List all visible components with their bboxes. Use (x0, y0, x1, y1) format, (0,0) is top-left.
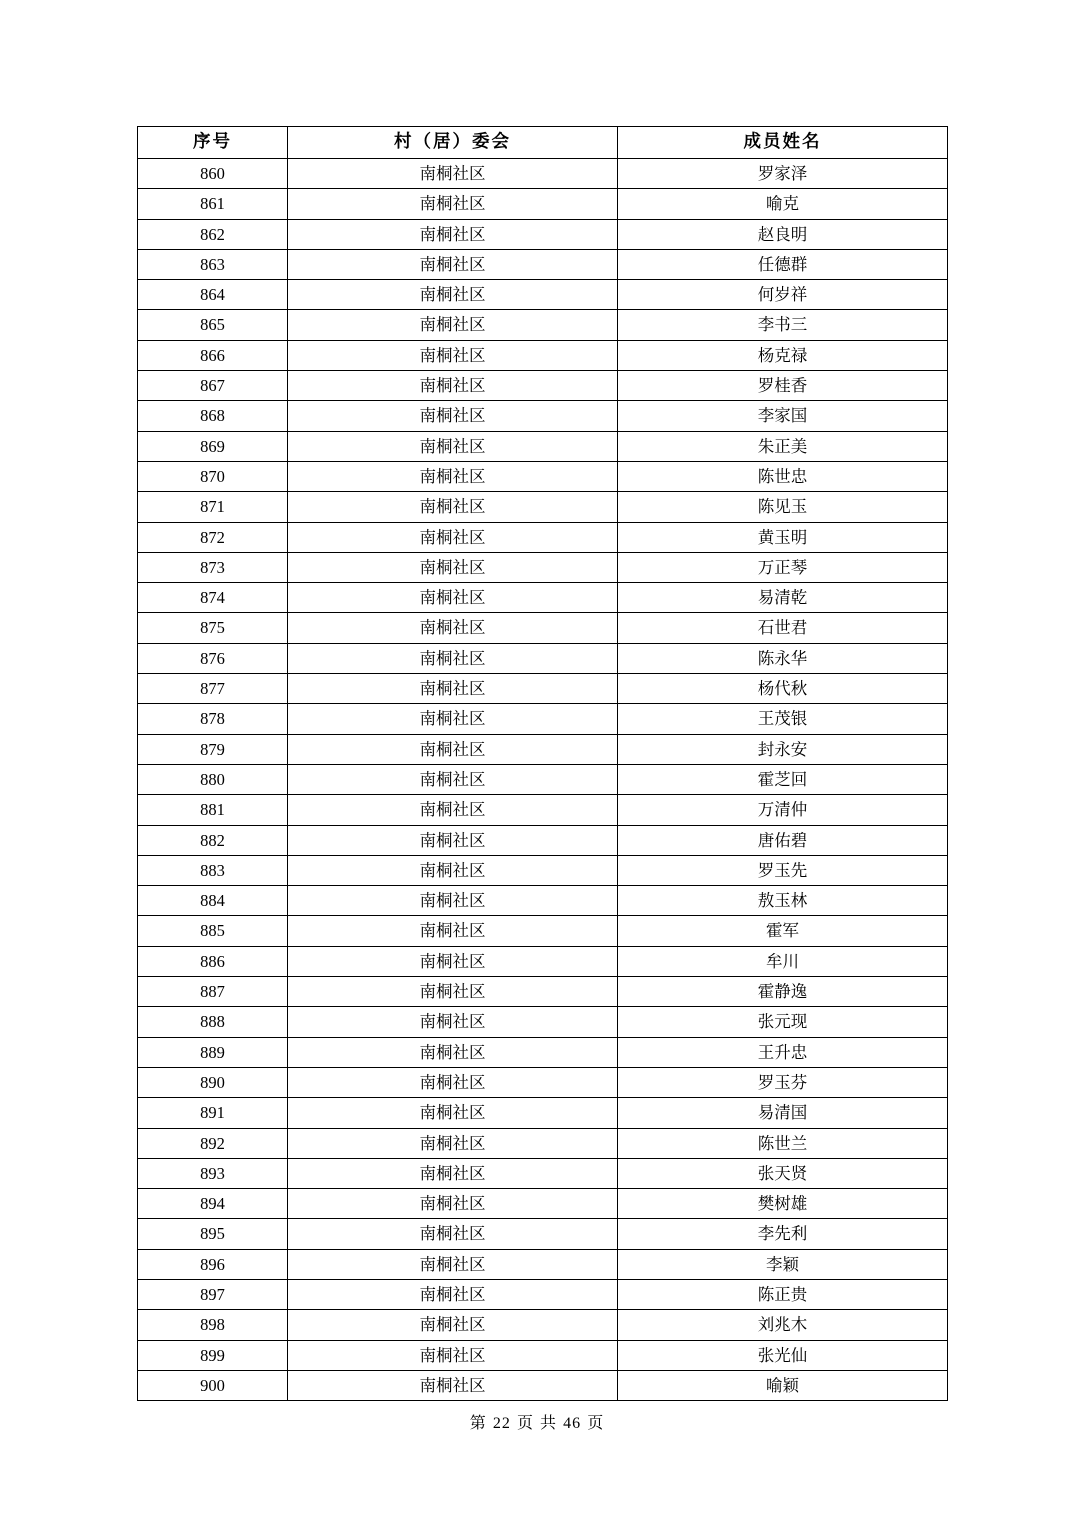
cell-sequence: 898 (138, 1310, 288, 1340)
table-row (138, 1067, 948, 1097)
table-row (138, 552, 948, 582)
cell-member-name: 李颖 (618, 1249, 948, 1279)
cell-member-name: 陈世忠 (618, 461, 948, 491)
cell-village-committee: 南桐社区 (288, 461, 618, 491)
table-row (138, 371, 948, 401)
cell-member-name: 何岁祥 (618, 280, 948, 310)
cell-sequence: 900 (138, 1370, 288, 1400)
cell-member-name: 罗玉芬 (618, 1067, 948, 1097)
cell-member-name: 陈永华 (618, 643, 948, 673)
cell-village-committee: 南桐社区 (288, 1279, 618, 1309)
table-row (138, 1340, 948, 1370)
cell-member-name: 任德群 (618, 249, 948, 279)
cell-sequence: 872 (138, 522, 288, 552)
cell-member-name: 易清国 (618, 1098, 948, 1128)
cell-member-name: 喻克 (618, 189, 948, 219)
cell-member-name: 李先利 (618, 1219, 948, 1249)
cell-village-committee: 南桐社区 (288, 310, 618, 340)
roster-table (137, 126, 948, 1401)
table-row (138, 1128, 948, 1158)
table-row (138, 674, 948, 704)
cell-village-committee: 南桐社区 (288, 1067, 618, 1097)
table-row (138, 946, 948, 976)
footer-total-pages: 46 (563, 1415, 582, 1432)
cell-village-committee: 南桐社区 (288, 704, 618, 734)
table-row (138, 734, 948, 764)
cell-village-committee: 南桐社区 (288, 401, 618, 431)
cell-sequence: 897 (138, 1279, 288, 1309)
cell-village-committee: 南桐社区 (288, 249, 618, 279)
cell-village-committee: 南桐社区 (288, 1370, 618, 1400)
cell-member-name: 罗桂香 (618, 371, 948, 401)
cell-village-committee: 南桐社区 (288, 280, 618, 310)
table-row (138, 401, 948, 431)
cell-sequence: 887 (138, 977, 288, 1007)
table-row (138, 1098, 948, 1128)
cell-member-name: 罗玉先 (618, 855, 948, 885)
cell-village-committee: 南桐社区 (288, 219, 618, 249)
cell-sequence: 864 (138, 280, 288, 310)
cell-sequence: 869 (138, 431, 288, 461)
table-row (138, 583, 948, 613)
cell-member-name: 杨代秋 (618, 674, 948, 704)
table-row (138, 855, 948, 885)
table-row (138, 461, 948, 491)
cell-village-committee: 南桐社区 (288, 674, 618, 704)
cell-member-name: 罗家泽 (618, 159, 948, 189)
cell-member-name: 王茂银 (618, 704, 948, 734)
column-header-sequence: 序号 (138, 127, 288, 159)
cell-village-committee: 南桐社区 (288, 734, 618, 764)
cell-village-committee: 南桐社区 (288, 431, 618, 461)
cell-member-name: 封永安 (618, 734, 948, 764)
cell-village-committee: 南桐社区 (288, 825, 618, 855)
cell-village-committee: 南桐社区 (288, 795, 618, 825)
cell-member-name: 张光仙 (618, 1340, 948, 1370)
cell-member-name: 易清乾 (618, 583, 948, 613)
table-row (138, 1189, 948, 1219)
cell-sequence: 881 (138, 795, 288, 825)
cell-sequence: 890 (138, 1067, 288, 1097)
cell-member-name: 黄玉明 (618, 522, 948, 552)
cell-sequence: 875 (138, 613, 288, 643)
table-row (138, 977, 948, 1007)
table-row (138, 219, 948, 249)
cell-sequence: 878 (138, 704, 288, 734)
cell-village-committee: 南桐社区 (288, 916, 618, 946)
cell-village-committee: 南桐社区 (288, 643, 618, 673)
cell-village-committee: 南桐社区 (288, 1310, 618, 1340)
cell-sequence: 882 (138, 825, 288, 855)
page-footer (0, 1410, 1074, 1433)
cell-sequence: 879 (138, 734, 288, 764)
cell-sequence: 896 (138, 1249, 288, 1279)
cell-village-committee: 南桐社区 (288, 522, 618, 552)
cell-village-committee: 南桐社区 (288, 189, 618, 219)
footer-prefix: 第 (469, 1413, 487, 1432)
cell-village-committee: 南桐社区 (288, 552, 618, 582)
table-row (138, 522, 948, 552)
cell-village-committee: 南桐社区 (288, 492, 618, 522)
table-row (138, 704, 948, 734)
cell-member-name: 喻颖 (618, 1370, 948, 1400)
cell-sequence: 888 (138, 1007, 288, 1037)
table-row (138, 431, 948, 461)
table-row (138, 492, 948, 522)
cell-member-name: 李书三 (618, 310, 948, 340)
cell-village-committee: 南桐社区 (288, 977, 618, 1007)
cell-village-committee: 南桐社区 (288, 371, 618, 401)
table-row (138, 643, 948, 673)
cell-member-name: 陈世兰 (618, 1128, 948, 1158)
table-row (138, 1370, 948, 1400)
cell-sequence: 889 (138, 1037, 288, 1067)
cell-member-name: 万正琴 (618, 552, 948, 582)
footer-current-page: 22 (492, 1415, 511, 1432)
cell-sequence: 886 (138, 946, 288, 976)
table-row (138, 1219, 948, 1249)
cell-village-committee: 南桐社区 (288, 1219, 618, 1249)
table-row (138, 795, 948, 825)
cell-member-name: 张天贤 (618, 1158, 948, 1188)
cell-member-name: 陈正贵 (618, 1279, 948, 1309)
footer-suffix: 页 (587, 1413, 605, 1432)
cell-village-committee: 南桐社区 (288, 1098, 618, 1128)
table-row (138, 310, 948, 340)
cell-sequence: 885 (138, 916, 288, 946)
cell-member-name: 陈见玉 (618, 492, 948, 522)
cell-member-name: 万清仲 (618, 795, 948, 825)
cell-village-committee: 南桐社区 (288, 1249, 618, 1279)
cell-sequence: 893 (138, 1158, 288, 1188)
table-row (138, 1037, 948, 1067)
table-row (138, 189, 948, 219)
cell-sequence: 861 (138, 189, 288, 219)
cell-village-committee: 南桐社区 (288, 1128, 618, 1158)
table-row (138, 249, 948, 279)
cell-sequence: 868 (138, 401, 288, 431)
cell-sequence: 899 (138, 1340, 288, 1370)
table-row (138, 764, 948, 794)
cell-member-name: 杨克禄 (618, 340, 948, 370)
cell-member-name: 张元现 (618, 1007, 948, 1037)
cell-sequence: 892 (138, 1128, 288, 1158)
cell-member-name: 朱正美 (618, 431, 948, 461)
cell-sequence: 895 (138, 1219, 288, 1249)
cell-village-committee: 南桐社区 (288, 159, 618, 189)
table-row (138, 1279, 948, 1309)
table-row (138, 1310, 948, 1340)
cell-sequence: 870 (138, 461, 288, 491)
cell-member-name: 霍芝回 (618, 764, 948, 794)
cell-sequence: 863 (138, 249, 288, 279)
cell-member-name: 刘兆木 (618, 1310, 948, 1340)
cell-member-name: 王升忠 (618, 1037, 948, 1067)
cell-member-name: 霍军 (618, 916, 948, 946)
cell-sequence: 860 (138, 159, 288, 189)
table-row (138, 280, 948, 310)
table-header (138, 127, 948, 159)
cell-sequence: 866 (138, 340, 288, 370)
table-row (138, 886, 948, 916)
cell-member-name: 赵良明 (618, 219, 948, 249)
cell-village-committee: 南桐社区 (288, 886, 618, 916)
cell-member-name: 敖玉林 (618, 886, 948, 916)
cell-village-committee: 南桐社区 (288, 1158, 618, 1188)
cell-village-committee: 南桐社区 (288, 764, 618, 794)
cell-sequence: 862 (138, 219, 288, 249)
table-header-row (138, 127, 948, 159)
cell-member-name: 霍静逸 (618, 977, 948, 1007)
cell-sequence: 873 (138, 552, 288, 582)
cell-village-committee: 南桐社区 (288, 1189, 618, 1219)
cell-member-name: 樊树雄 (618, 1189, 948, 1219)
table-body (138, 159, 948, 1401)
table-row (138, 825, 948, 855)
table-row (138, 340, 948, 370)
cell-sequence: 877 (138, 674, 288, 704)
cell-village-committee: 南桐社区 (288, 613, 618, 643)
cell-sequence: 884 (138, 886, 288, 916)
cell-village-committee: 南桐社区 (288, 946, 618, 976)
cell-member-name: 石世君 (618, 613, 948, 643)
cell-village-committee: 南桐社区 (288, 583, 618, 613)
cell-sequence: 867 (138, 371, 288, 401)
table-row (138, 916, 948, 946)
cell-sequence: 891 (138, 1098, 288, 1128)
cell-sequence: 871 (138, 492, 288, 522)
column-header-village-committee: 村（居）委会 (288, 127, 618, 159)
cell-member-name: 牟川 (618, 946, 948, 976)
cell-sequence: 865 (138, 310, 288, 340)
cell-member-name: 唐佑碧 (618, 825, 948, 855)
cell-member-name: 李家国 (618, 401, 948, 431)
table-row (138, 613, 948, 643)
cell-village-committee: 南桐社区 (288, 1037, 618, 1067)
cell-village-committee: 南桐社区 (288, 340, 618, 370)
cell-village-committee: 南桐社区 (288, 1007, 618, 1037)
footer-middle: 页 共 (516, 1413, 558, 1432)
table-row (138, 159, 948, 189)
roster-table-container (137, 126, 947, 1401)
cell-sequence: 880 (138, 764, 288, 794)
table-row (138, 1158, 948, 1188)
cell-sequence: 876 (138, 643, 288, 673)
table-row (138, 1007, 948, 1037)
cell-sequence: 883 (138, 855, 288, 885)
table-row (138, 1249, 948, 1279)
cell-sequence: 894 (138, 1189, 288, 1219)
cell-sequence: 874 (138, 583, 288, 613)
cell-village-committee: 南桐社区 (288, 1340, 618, 1370)
column-header-member-name: 成员姓名 (618, 127, 948, 159)
cell-village-committee: 南桐社区 (288, 855, 618, 885)
